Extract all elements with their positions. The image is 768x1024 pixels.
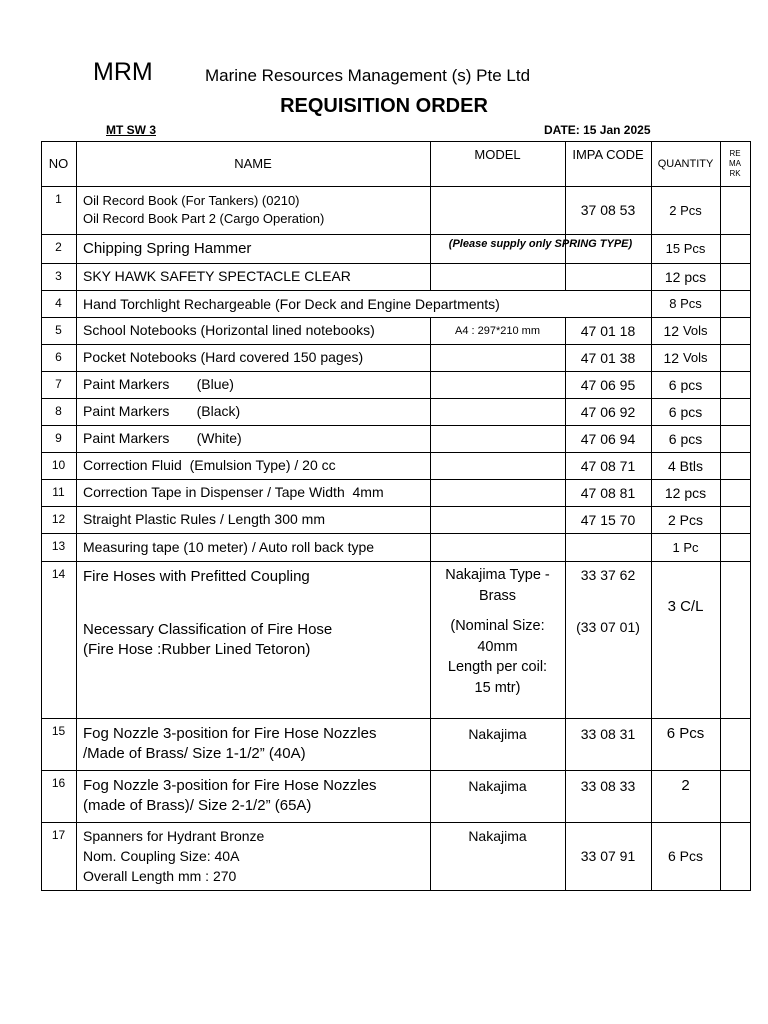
row-17-name: Spanners for Hydrant Bronze Nom. Coupling Size: 40A Overall Length mm : 270	[83, 828, 265, 884]
row-12-name: Straight Plastic Rules / Length 300 mm	[83, 511, 326, 527]
row-10-quantity: 4 Btls	[667, 457, 703, 474]
row-6-impa: 47 01 38	[580, 349, 636, 366]
row-8-no: 8	[55, 404, 62, 418]
row-5-impa: 47 01 18	[580, 322, 636, 339]
row-13-name: Measuring tape (10 meter) / Auto roll back type	[83, 538, 375, 555]
order-date: DATE: 15 Jan 2025	[544, 123, 651, 137]
row-5-no: 5	[55, 323, 62, 337]
row-1-quantity: 2 Pcs	[669, 202, 702, 218]
row-14-impa: 33 37 62 (33 07 01)	[576, 567, 640, 635]
column-header-quantity: QUANTITY	[657, 157, 714, 170]
row-15-quantity: 6 Pcs	[666, 725, 705, 742]
row-16-no: 16	[51, 776, 66, 790]
row-15-model: Nakajima	[468, 726, 527, 742]
row-15-name: Fog Nozzle 3-position for Fire Hose Nozzles /Made of Brass/ Size 1-1/2” (40A)	[83, 725, 377, 762]
row-17-quantity: 6 Pcs	[667, 848, 703, 864]
row-11-name: Correction Tape in Dispenser / Tape Width 4mm	[83, 484, 384, 500]
row-17-no: 17	[51, 828, 66, 842]
row-16-impa: 33 08 33	[580, 778, 636, 794]
row-3-no: 3	[55, 269, 62, 283]
row-4-no: 4	[55, 296, 62, 310]
column-header-no: NO	[48, 156, 69, 171]
brand-logo-text: MRM	[93, 58, 153, 86]
row-4-quantity: 8 Pcs	[669, 296, 702, 311]
row-7-no: 7	[55, 377, 62, 391]
row-10-name: Correction Fluid (Emulsion Type) / 20 cc	[83, 457, 336, 473]
row-1-no: 1	[55, 192, 62, 206]
row-12-impa: 47 15 70	[580, 511, 636, 528]
row-11-no: 11	[52, 485, 65, 499]
row-12-quantity: 2 Pcs	[667, 511, 703, 528]
row-16-model: Nakajima	[468, 778, 527, 794]
row-6-name: Pocket Notebooks (Hard covered 150 pages)	[83, 349, 364, 365]
row-14-no: 14	[51, 567, 66, 581]
row-14-quantity: 3 C/L	[667, 598, 704, 615]
row-10-impa: 47 08 71	[580, 457, 636, 474]
row-17-impa: 33 07 91	[580, 848, 636, 864]
row-10-no: 10	[51, 458, 66, 472]
row-16-name: Fog Nozzle 3-position for Fire Hose Nozzles (made of Brass)/ Size 2-1/2” (65A)	[83, 777, 377, 814]
row-11-impa: 47 08 81	[580, 484, 636, 501]
row-3-quantity: 12 pcs	[664, 268, 707, 285]
row-9-no: 9	[55, 431, 62, 445]
row-12-no: 12	[51, 512, 66, 526]
vessel-name: MT SW 3	[106, 123, 156, 137]
column-header-name: NAME	[234, 156, 272, 171]
column-header-remark: RE MA RK	[729, 148, 741, 178]
row-2-name: Chipping Spring Hammer	[83, 240, 252, 257]
row-5-model: A4 : 297*210 mm	[455, 325, 540, 337]
row-1-impa: 37 08 53	[580, 202, 636, 218]
row-5-name: School Notebooks (Horizontal lined notebooks)	[83, 322, 375, 338]
row-2-no: 2	[55, 240, 62, 254]
row-8-name: Paint Markers (Black)	[83, 403, 241, 419]
row-5-quantity: 12 Vols	[663, 322, 708, 339]
row-17-model: Nakajima	[468, 828, 527, 844]
row-9-quantity: 6 pcs	[668, 430, 703, 447]
row-7-name: Paint Markers (Blue)	[83, 376, 234, 392]
row-8-impa: 47 06 92	[580, 403, 636, 420]
row-6-no: 6	[55, 350, 62, 364]
row-15-impa: 33 08 31	[580, 726, 636, 742]
row-11-quantity: 12 pcs	[664, 484, 707, 501]
row-2-quantity: 15 Pcs	[665, 241, 706, 256]
row-9-name: Paint Markers (White)	[83, 430, 242, 446]
row-4-name: Hand Torchlight Rechargeable (For Deck and Engine Departments)	[83, 295, 500, 312]
column-header-model: MODEL	[474, 147, 521, 162]
row-13-no: 13	[51, 539, 66, 553]
row-9-impa: 47 06 94	[580, 430, 636, 447]
row-8-quantity: 6 pcs	[668, 403, 703, 420]
row-1-name: Oil Record Book (For Tankers) (0210) Oil Record Book Part 2 (Cargo Operation)	[83, 193, 325, 226]
row-16-quantity: 2	[681, 777, 690, 794]
row-14-model: Nakajima Type - Brass (Nominal Size: 40mm Length per coil: 15 mtr)	[445, 567, 550, 696]
row-15-no: 15	[51, 724, 66, 738]
row-14-name: Fire Hoses with Prefitted Coupling Necessary Classification of Fire Hose (Fire Hose :Rubber Lined Tetoron)	[83, 568, 333, 658]
row-2-model-note: (Please supply only SPRING TYPE)	[448, 238, 633, 250]
row-3-name: SKY HAWK SAFETY SPECTACLE CLEAR	[83, 268, 351, 284]
row-6-quantity: 12 Vols	[663, 349, 708, 366]
column-header-impa-code: IMPA CODE	[572, 147, 644, 162]
page-title: REQUISITION ORDER	[280, 95, 488, 117]
row-13-quantity: 1 Pc	[672, 539, 699, 555]
company-name: Marine Resources Management (s) Pte Ltd	[205, 66, 531, 85]
row-7-impa: 47 06 95	[580, 376, 636, 393]
row-7-quantity: 6 pcs	[668, 376, 703, 393]
